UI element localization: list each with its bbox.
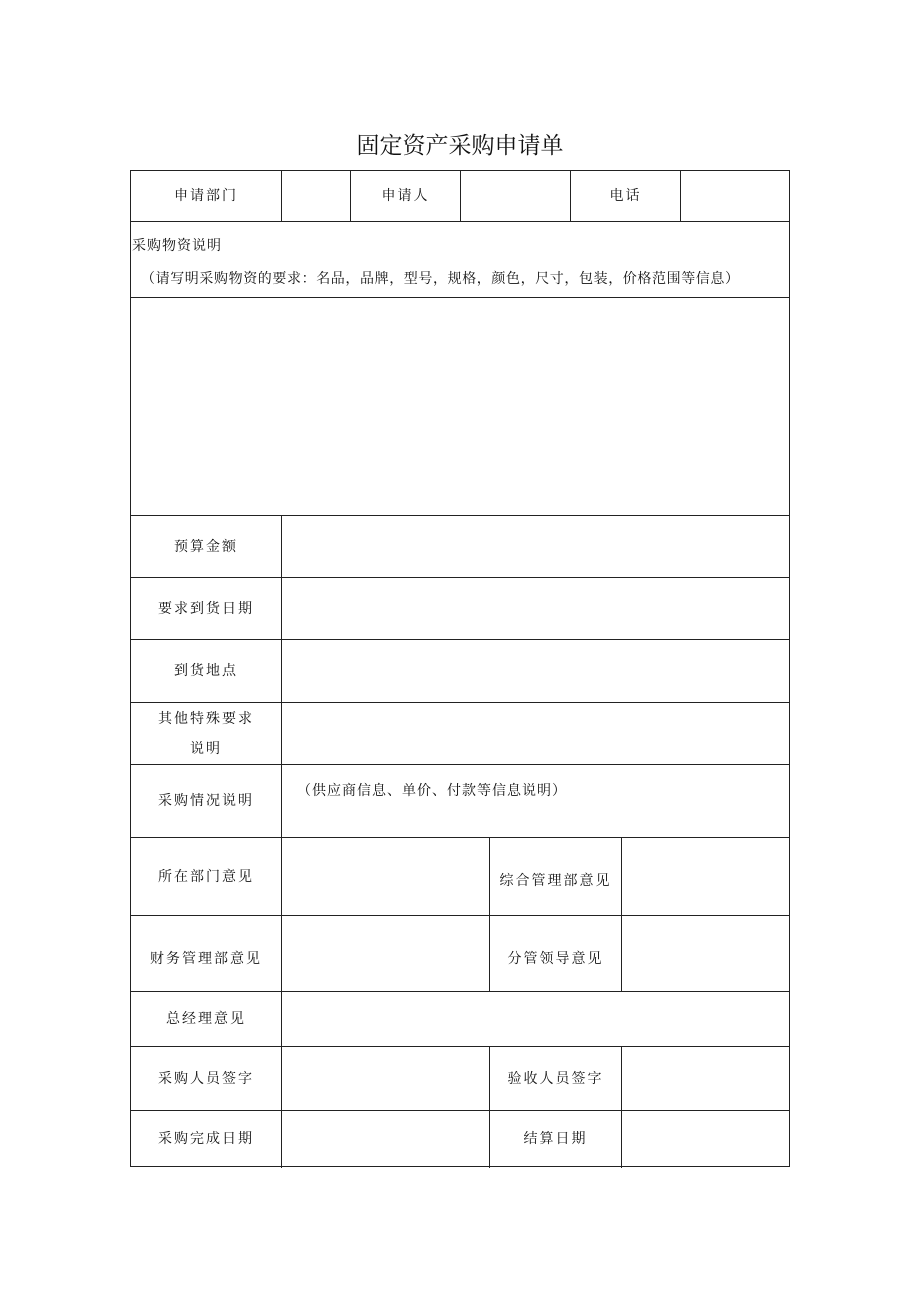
settle-date-input[interactable]	[622, 1111, 789, 1166]
phone-label: 电话	[609, 188, 642, 204]
row-divider	[131, 221, 789, 222]
gm-opinion-input[interactable]	[282, 992, 789, 1046]
inspector-sign-label: 验收人员签字	[507, 1070, 604, 1087]
admin-opinion-label: 综合管理部意见	[499, 872, 612, 889]
applicant-label: 申请人	[381, 188, 430, 204]
complete-date-input[interactable]	[282, 1111, 489, 1166]
form-title: 固定资产采购申请单	[356, 133, 564, 159]
delivery-place-input[interactable]	[282, 640, 789, 702]
dept-opinion-label: 所在部门意见	[158, 868, 254, 885]
buyer-sign-label: 采购人员签字	[158, 1070, 254, 1087]
purchase-info-hint: （供应商信息、单价、付款等信息说明）	[297, 783, 567, 799]
budget-label: 预算金额	[174, 538, 238, 555]
delivery-date-input[interactable]	[282, 578, 789, 639]
phone-input[interactable]	[681, 171, 789, 221]
special-requirements-line1: 其他特殊要求	[158, 710, 254, 727]
leader-opinion-label: 分管领导意见	[507, 950, 604, 967]
delivery-date-label: 要求到货日期	[158, 600, 254, 617]
finance-opinion-label: 财务管理部意见	[150, 950, 262, 967]
finance-opinion-input[interactable]	[282, 916, 489, 991]
dept-label: 申请部门	[174, 188, 238, 204]
materials-hint: （请写明采购物资的要求：名品，品牌，型号，规格，颜色，尺寸，包装，价格范围等信息）	[141, 271, 740, 287]
gm-opinion-label: 总经理意见	[166, 1011, 246, 1027]
complete-date-label: 采购完成日期	[158, 1130, 254, 1147]
dept-input[interactable]	[282, 171, 350, 221]
leader-opinion-input[interactable]	[622, 916, 789, 991]
special-requirements-line2: 说明	[190, 740, 222, 757]
materials-input[interactable]	[131, 298, 789, 515]
delivery-place-label: 到货地点	[174, 663, 238, 679]
purchase-request-form	[130, 170, 790, 1167]
purchase-info-label: 采购情况说明	[158, 793, 254, 809]
settle-date-label: 结算日期	[523, 1130, 588, 1147]
budget-input[interactable]	[282, 516, 789, 577]
buyer-sign-input[interactable]	[282, 1047, 489, 1110]
purchase-info-input[interactable]	[282, 799, 789, 837]
dept-opinion-input[interactable]	[282, 838, 489, 915]
special-requirements-label	[131, 703, 281, 764]
special-requirements-input[interactable]	[282, 703, 789, 764]
inspector-sign-input[interactable]	[622, 1047, 789, 1110]
materials-label: 采购物资说明	[132, 238, 222, 254]
applicant-input[interactable]	[461, 171, 570, 221]
admin-opinion-input[interactable]	[622, 838, 789, 915]
